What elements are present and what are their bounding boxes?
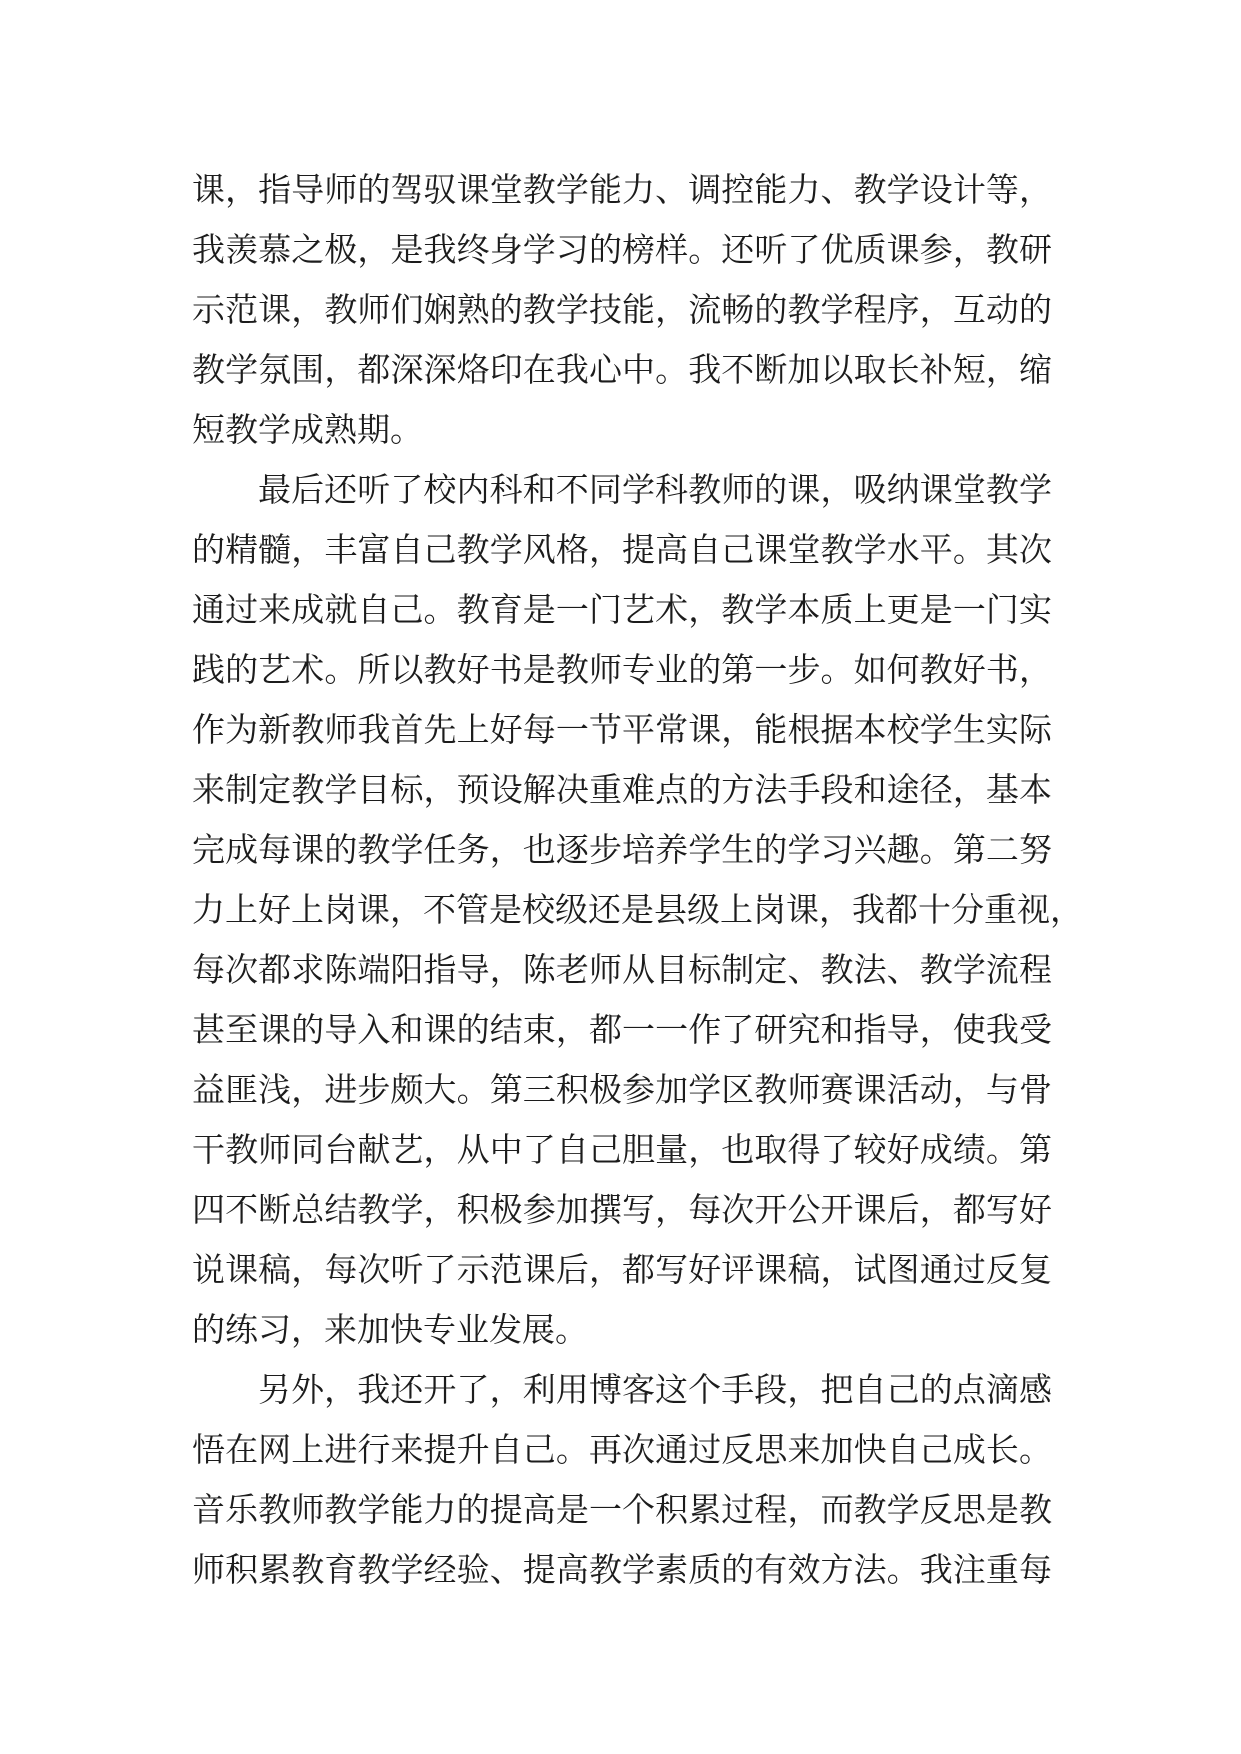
text-line: 通过来成就自己。教育是一门艺术，教学本质上更是一门实 xyxy=(192,590,1052,629)
text-line: 干教师同台献艺，从中了自己胆量，也取得了较好成绩。第 xyxy=(192,1130,1052,1169)
text-line: 甚至课的导入和课的结束，都一一作了研究和指导，使我受 xyxy=(192,1010,1052,1049)
text-line: 短教学成熟期。 xyxy=(192,410,423,449)
text-line: 的精髓，丰富自己教学风格，提高自己课堂教学水平。其次 xyxy=(192,530,1052,569)
text-line: 悟在网上进行来提升自己。再次通过反思来加快自己成长。 xyxy=(192,1430,1052,1469)
text-line: 我羡慕之极，是我终身学习的榜样。还听了优质课参，教研 xyxy=(192,230,1052,269)
text-line: 示范课，教师们娴熟的教学技能，流畅的教学程序，互动的 xyxy=(192,290,1052,329)
body-text xyxy=(192,160,1083,1600)
text-line: 来制定教学目标，预设解决重难点的方法手段和途径，基本 xyxy=(192,770,1052,809)
text-line: 四不断总结教学，积极参加撰写，每次开公开课后，都写好 xyxy=(192,1190,1052,1229)
text-line: 力上好上岗课，不管是校级还是县级上岗课，我都十分重视， xyxy=(192,890,1083,929)
text-line: 的练习，来加快专业发展。 xyxy=(192,1310,588,1349)
text-line: 说课稿，每次听了示范课后，都写好评课稿，试图通过反复 xyxy=(192,1250,1052,1289)
text-line: 音乐教师教学能力的提高是一个积累过程，而教学反思是教 xyxy=(192,1490,1052,1529)
text-line: 每次都求陈端阳指导，陈老师从目标制定、教法、教学流程 xyxy=(192,950,1052,989)
text-line: 益匪浅，进步颇大。第三积极参加学区教师赛课活动，与骨 xyxy=(192,1070,1052,1109)
text-line: 教学氛围，都深深烙印在我心中。我不断加以取长补短，缩 xyxy=(192,350,1052,389)
text-line: 课，指导师的驾驭课堂教学能力、调控能力、教学设计等， xyxy=(192,170,1052,209)
paragraph-first-line: 最后还听了校内科和不同学科教师的课，吸纳课堂教学 xyxy=(258,470,1052,509)
text-line: 践的艺术。所以教好书是教师专业的第一步。如何教好书， xyxy=(192,650,1052,689)
paragraph-first-line: 另外，我还开了，利用博客这个手段，把自己的点滴感 xyxy=(258,1370,1052,1409)
text-line: 完成每课的教学任务，也逐步培养学生的学习兴趣。第二努 xyxy=(192,830,1052,869)
text-line: 作为新教师我首先上好每一节平常课，能根据本校学生实际 xyxy=(192,710,1052,749)
text-line: 师积累教育教学经验、提高教学素质的有效方法。我注重每 xyxy=(192,1550,1052,1589)
